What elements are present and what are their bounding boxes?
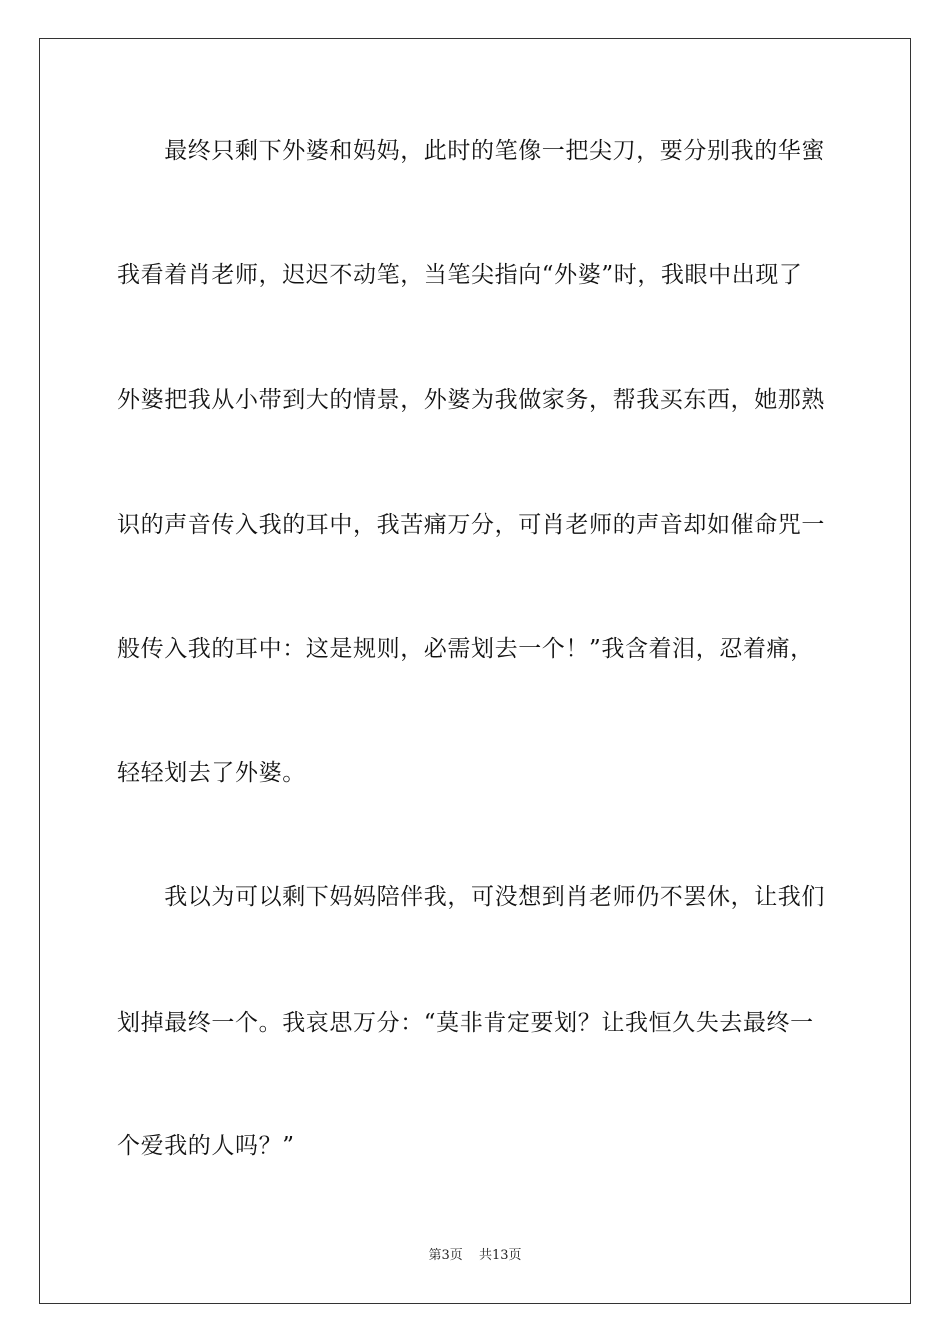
paragraph-1-line-5: 般传入我的耳中：这是规则，必需划去一个！”我含着泪，忍着痛， (117, 636, 814, 662)
page-total: 共13页 (478, 1248, 522, 1263)
paragraph-2-line-1: 我以为可以剩下妈妈陪伴我，可没想到肖老师仍不罢休，让我们 (117, 884, 825, 910)
paragraph-1-line-6: 轻轻划去了外婆。 (117, 760, 306, 786)
paragraph-1-line-2: 我看着肖老师，迟迟不动笔，当笔尖指向“外婆”时，我眼中出现了 (117, 262, 803, 288)
page-border (39, 38, 911, 1304)
paragraph-1-line-4: 识的声音传入我的耳中，我苦痛万分，可肖老师的声音却如催命咒一 (117, 512, 825, 538)
paragraph-1-line-1: 最终只剩下外婆和妈妈，此时的笔像一把尖刀，要分别我的华蜜 (117, 138, 825, 164)
paragraph-2-line-2: 划掉最终一个。我哀思万分：“莫非肯定要划？让我恒久失去最终一 (117, 1010, 814, 1036)
paragraph-1-line-3: 外婆把我从小带到大的情景，外婆为我做家务，帮我买东西，她那熟 (117, 387, 825, 413)
page-number: 第3页 (428, 1248, 463, 1263)
paragraph-2-line-3: 个爱我的人吗？” (117, 1133, 295, 1159)
page-footer (0, 1247, 950, 1265)
